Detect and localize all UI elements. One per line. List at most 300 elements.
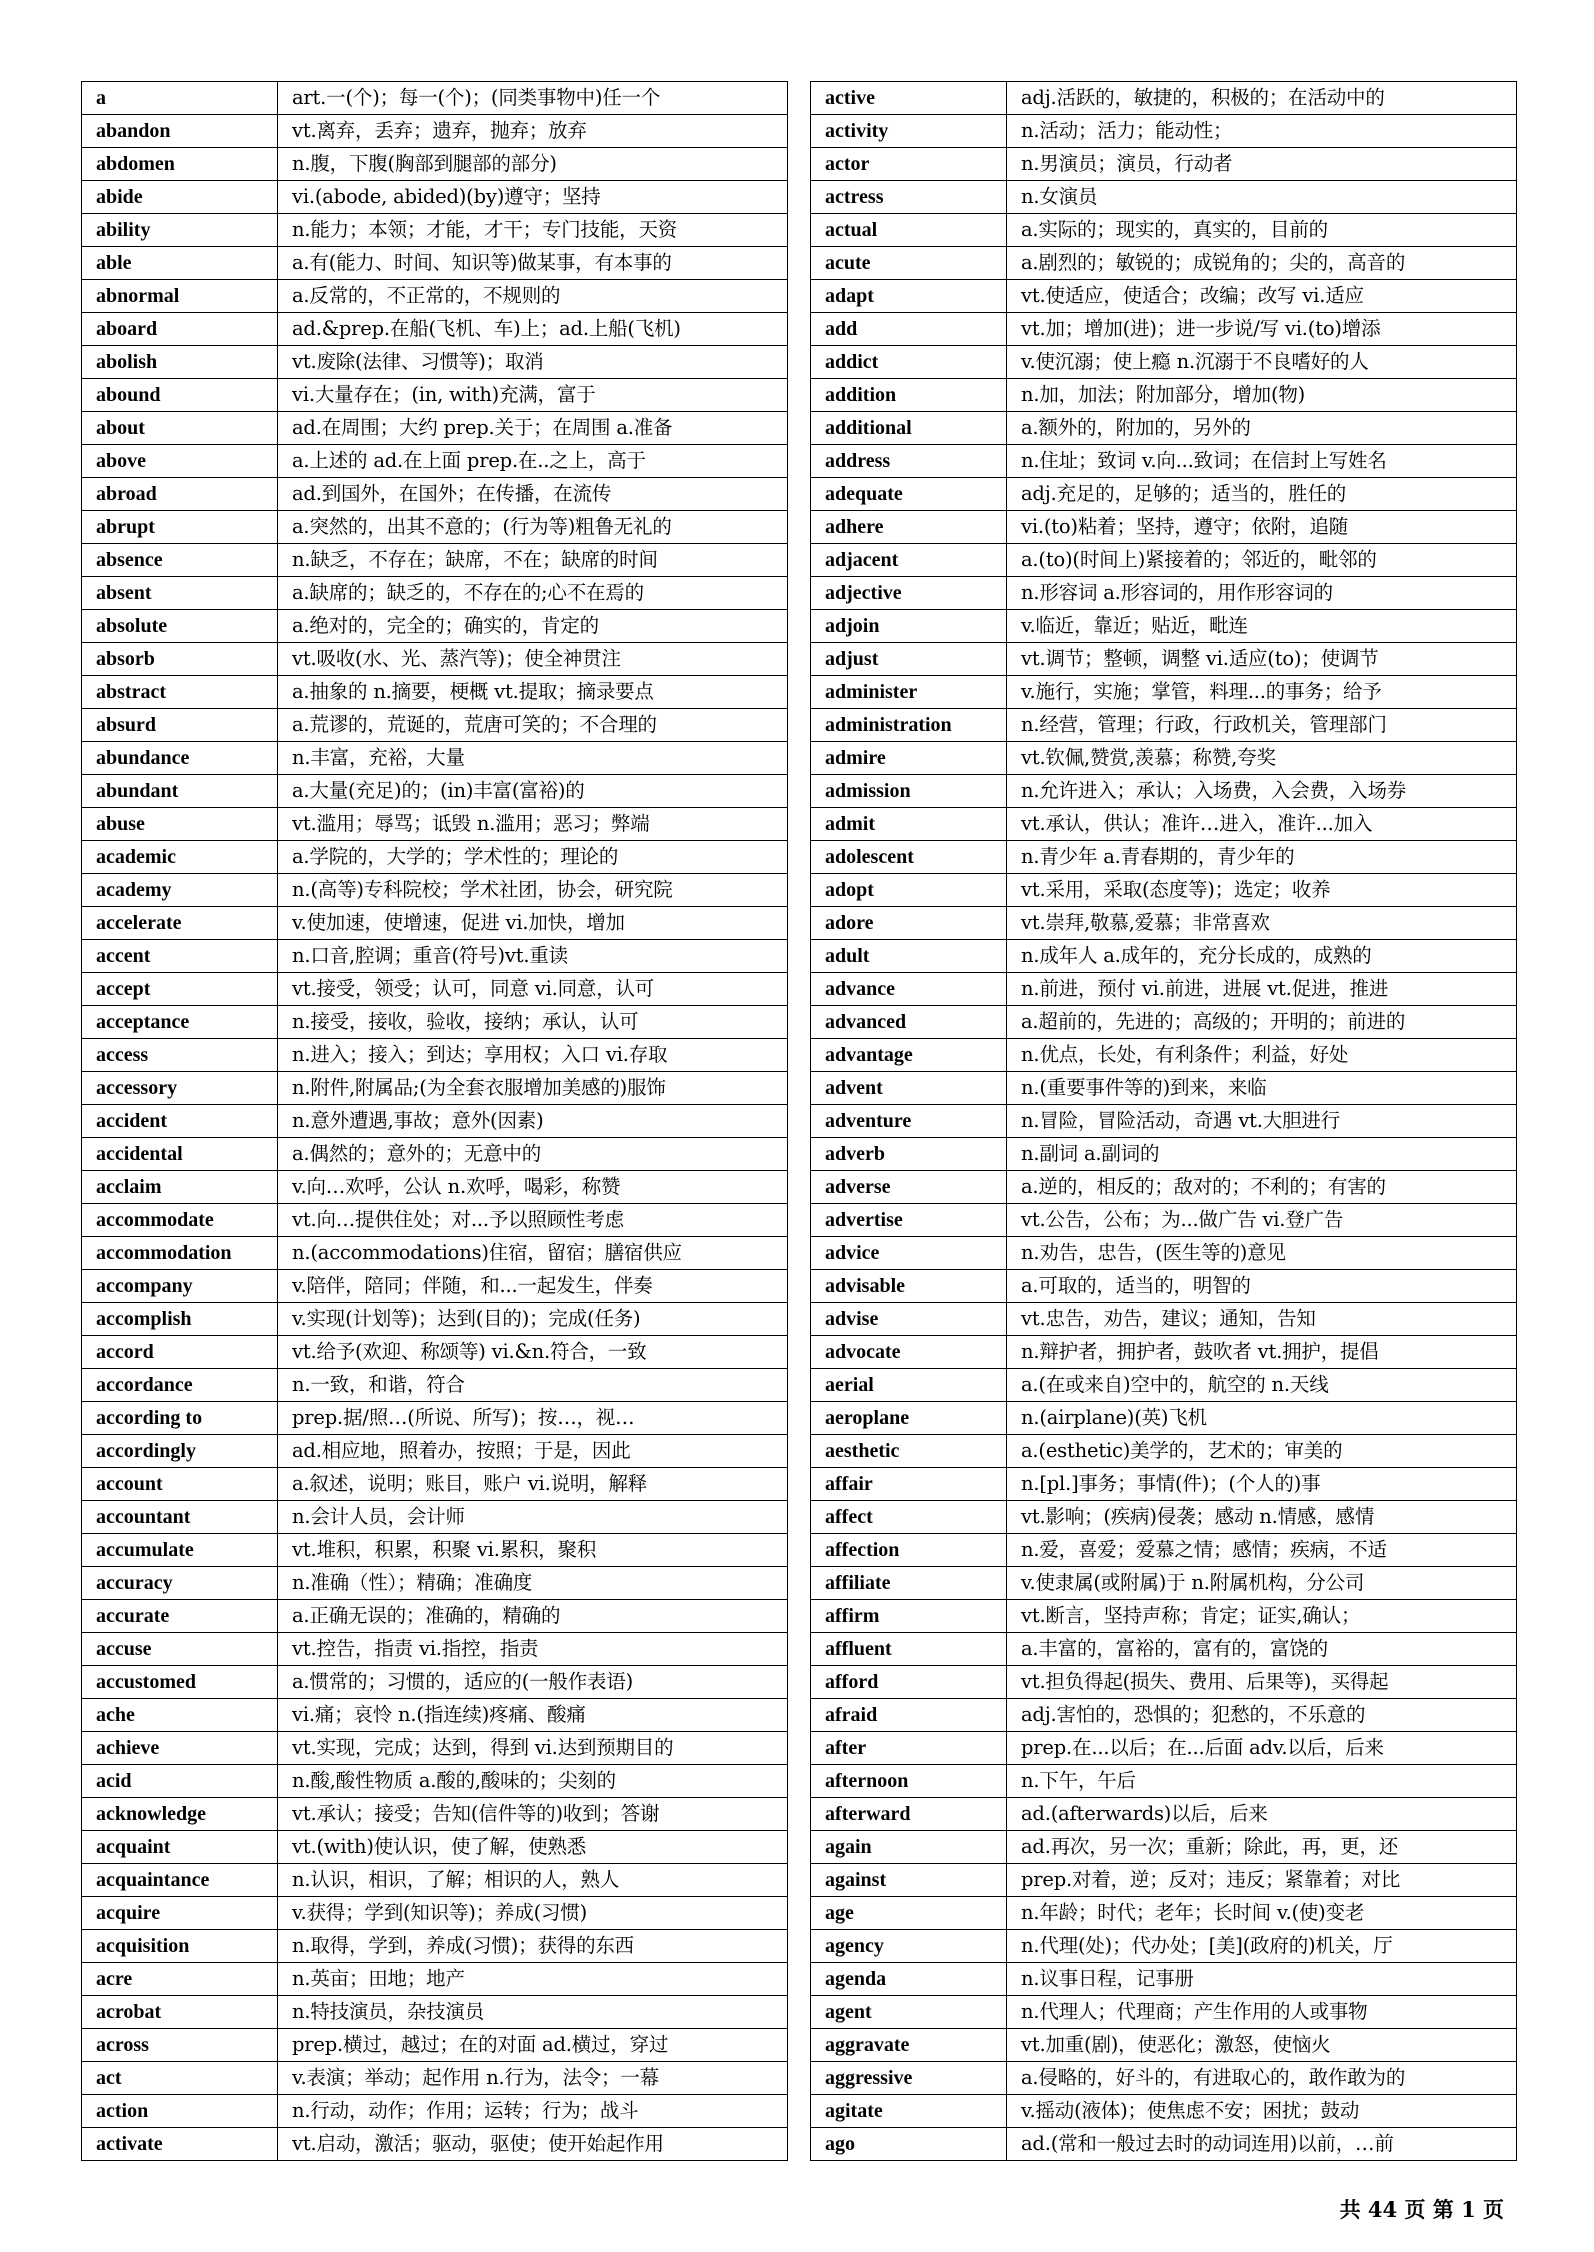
vocab-word: activity <box>811 115 1007 148</box>
vocab-row <box>811 544 1517 577</box>
vocab-row <box>811 775 1517 808</box>
vocab-word: above <box>82 445 278 478</box>
vocab-row <box>811 1006 1517 1039</box>
vocab-definition: n.酸,酸性物质 a.酸的,酸味的；尖刻的 <box>278 1765 788 1798</box>
vocab-word: adore <box>811 907 1007 940</box>
vocab-word: administer <box>811 676 1007 709</box>
vocab-row <box>82 82 788 115</box>
vocab-word: advocate <box>811 1336 1007 1369</box>
vocab-word: academy <box>82 874 278 907</box>
vocab-definition: a.超前的，先进的；高级的；开明的；前进的 <box>1007 1006 1517 1039</box>
vocab-word: abuse <box>82 808 278 841</box>
vocab-row <box>811 874 1517 907</box>
vocab-definition: vt.启动，激活；驱动，驱使；使开始起作用 <box>278 2128 788 2161</box>
vocab-definition: n.特技演员，杂技演员 <box>278 1996 788 2029</box>
vocab-definition: art.一(个)；每一(个)；(同类事物中)任一个 <box>278 82 788 115</box>
vocab-word: actor <box>811 148 1007 181</box>
vocab-definition: vt.给予(欢迎、称颂等) vi.&n.符合，一致 <box>278 1336 788 1369</box>
vocab-word: aggravate <box>811 2029 1007 2062</box>
vocab-row <box>82 610 788 643</box>
vocab-definition: a.抽象的 n.摘要，梗概 vt.提取；摘录要点 <box>278 676 788 709</box>
vocab-definition: a.侵略的，好斗的，有进取心的，敢作敢为的 <box>1007 2062 1517 2095</box>
vocab-definition: n.(airplane)(英)飞机 <box>1007 1402 1517 1435</box>
vocab-definition: prep.据/照…(所说、所写)；按…，视… <box>278 1402 788 1435</box>
vocab-row <box>82 940 788 973</box>
vocab-word: admission <box>811 775 1007 808</box>
vocab-definition: n.丰富，充裕，大量 <box>278 742 788 775</box>
vocab-definition: vt.调节；整顿，调整 vi.适应(to)；使调节 <box>1007 643 1517 676</box>
vocab-word: acceptance <box>82 1006 278 1039</box>
vocab-word: acquire <box>82 1897 278 1930</box>
vocab-definition: n.取得，学到，养成(习惯)；获得的东西 <box>278 1930 788 1963</box>
vocab-word: accompany <box>82 1270 278 1303</box>
vocab-definition: vt.实现，完成；达到，得到 vi.达到预期目的 <box>278 1732 788 1765</box>
vocab-definition: ad.(常和一般过去时的动词连用)以前，…前 <box>1007 2128 1517 2161</box>
vocab-row <box>82 412 788 445</box>
vocab-row <box>82 2095 788 2128</box>
vocab-word: accept <box>82 973 278 1006</box>
vocab-word: afraid <box>811 1699 1007 1732</box>
vocab-word: actress <box>811 181 1007 214</box>
vocab-row <box>811 247 1517 280</box>
vocab-row <box>82 379 788 412</box>
vocab-definition: n.形容词 a.形容词的，用作形容词的 <box>1007 577 1517 610</box>
vocab-row <box>811 1831 1517 1864</box>
vocab-word: accordance <box>82 1369 278 1402</box>
vocab-word: abound <box>82 379 278 412</box>
vocab-word: advanced <box>811 1006 1007 1039</box>
vocab-row <box>82 445 788 478</box>
vocab-word: across <box>82 2029 278 2062</box>
vocab-row <box>82 1468 788 1501</box>
vocab-row <box>811 1468 1517 1501</box>
vocab-row <box>82 907 788 940</box>
vocab-row <box>811 940 1517 973</box>
vocab-word: after <box>811 1732 1007 1765</box>
vocab-definition: n.成年人 a.成年的，充分长成的，成熟的 <box>1007 940 1517 973</box>
vocab-definition: ad.再次，另一次；重新；除此，再，更，还 <box>1007 1831 1517 1864</box>
vocab-definition: a.大量(充足)的；(in)丰富(富裕)的 <box>278 775 788 808</box>
vocab-definition: a.学院的，大学的；学术性的；理论的 <box>278 841 788 874</box>
vocab-word: activate <box>82 2128 278 2161</box>
vocab-row <box>82 973 788 1006</box>
vocab-row <box>811 1402 1517 1435</box>
vocab-row <box>82 2128 788 2161</box>
vocab-definition: adj.害怕的，恐惧的；犯愁的，不乐意的 <box>1007 1699 1517 1732</box>
vocab-row <box>811 313 1517 346</box>
vocab-word: abdomen <box>82 148 278 181</box>
vocab-row <box>82 1369 788 1402</box>
vocab-definition: vi.大量存在；(in, with)充满，富于 <box>278 379 788 412</box>
vocab-word: accountant <box>82 1501 278 1534</box>
vocab-definition: n.女演员 <box>1007 181 1517 214</box>
vocab-row <box>811 148 1517 181</box>
vocab-word: acre <box>82 1963 278 1996</box>
vocab-row <box>811 511 1517 544</box>
vocab-row <box>811 82 1517 115</box>
vocab-row <box>82 1963 788 1996</box>
vocab-row <box>82 148 788 181</box>
vocab-row <box>82 1699 788 1732</box>
vocab-definition: v.使沉溺；使上瘾 n.沉溺于不良嗜好的人 <box>1007 346 1517 379</box>
vocab-word: adhere <box>811 511 1007 544</box>
vocab-word: affair <box>811 1468 1007 1501</box>
vocab-definition: n.缺乏，不存在；缺席，不在；缺席的时间 <box>278 544 788 577</box>
vocab-definition: v.使加速，使增速，促进 vi.加快，增加 <box>278 907 788 940</box>
vocab-word: abrupt <box>82 511 278 544</box>
vocab-word: additional <box>811 412 1007 445</box>
vocab-word: aggressive <box>811 2062 1007 2095</box>
vocab-definition: ad.&prep.在船(飞机、车)上；ad.上船(飞机) <box>278 313 788 346</box>
vocab-word: adequate <box>811 478 1007 511</box>
vocab-word: acknowledge <box>82 1798 278 1831</box>
vocab-row <box>811 1699 1517 1732</box>
vocab-word: advent <box>811 1072 1007 1105</box>
vocab-word: address <box>811 445 1007 478</box>
vocab-definition: n.(重要事件等的)到来，来临 <box>1007 1072 1517 1105</box>
vocab-word: act <box>82 2062 278 2095</box>
vocab-row <box>811 1963 1517 1996</box>
vocab-definition: vt.使适应，使适合；改编；改写 vi.适应 <box>1007 280 1517 313</box>
vocab-word: ago <box>811 2128 1007 2161</box>
vocab-definition: v.向…欢呼，公认 n.欢呼，喝彩，称赞 <box>278 1171 788 1204</box>
vocab-definition: a.有(能力、时间、知识等)做某事，有本事的 <box>278 247 788 280</box>
vocab-definition: a.正确无误的；准确的，精确的 <box>278 1600 788 1633</box>
vocab-word: affirm <box>811 1600 1007 1633</box>
vocab-word: affection <box>811 1534 1007 1567</box>
vocab-definition: vt.断言，坚持声称；肯定；证实,确认； <box>1007 1600 1517 1633</box>
vocab-row <box>811 214 1517 247</box>
vocab-word: addict <box>811 346 1007 379</box>
vocab-word: advisable <box>811 1270 1007 1303</box>
vocab-row <box>811 1798 1517 1831</box>
vocab-word: actual <box>811 214 1007 247</box>
vocab-row <box>82 1897 788 1930</box>
vocab-word: admit <box>811 808 1007 841</box>
vocab-definition: a.(在或来自)空中的，航空的 n.天线 <box>1007 1369 1517 1402</box>
vocab-row <box>82 1864 788 1897</box>
vocab-word: advertise <box>811 1204 1007 1237</box>
vocab-word: against <box>811 1864 1007 1897</box>
vocab-definition: n.活动；活力；能动性； <box>1007 115 1517 148</box>
vocab-definition: a.上述的 ad.在上面 prep.在..之上，高于 <box>278 445 788 478</box>
vocab-definition: n.认识，相识，了解；相识的人，熟人 <box>278 1864 788 1897</box>
vocab-row <box>811 1666 1517 1699</box>
vocab-row <box>82 1171 788 1204</box>
vocab-word: abundant <box>82 775 278 808</box>
vocab-table-right <box>810 81 1517 2161</box>
vocab-word: access <box>82 1039 278 1072</box>
vocab-row <box>82 346 788 379</box>
vocab-word: again <box>811 1831 1007 1864</box>
vocab-definition: vi.(abode, abided)(by)遵守；坚持 <box>278 181 788 214</box>
vocab-word: accent <box>82 940 278 973</box>
vocab-row <box>82 1435 788 1468</box>
page-footer: 共 44 页 第 1 页 <box>1339 2197 1504 2222</box>
vocab-row <box>811 1105 1517 1138</box>
vocab-row <box>82 247 788 280</box>
vocab-definition: vt.向…提供住处；对...予以照顾性考虑 <box>278 1204 788 1237</box>
vocab-definition: a.实际的；现实的，真实的，目前的 <box>1007 214 1517 247</box>
vocab-word: adjacent <box>811 544 1007 577</box>
vocab-definition: n.口音,腔调；重音(符号)vt.重读 <box>278 940 788 973</box>
vocab-definition: n.爱，喜爱；爱慕之情；感情；疾病，不适 <box>1007 1534 1517 1567</box>
vocab-row <box>82 1600 788 1633</box>
vocab-word: agent <box>811 1996 1007 2029</box>
vocab-row <box>811 1435 1517 1468</box>
vocab-row <box>82 709 788 742</box>
vocab-word: admire <box>811 742 1007 775</box>
vocab-row <box>811 1930 1517 1963</box>
vocab-word: accumulate <box>82 1534 278 1567</box>
vocab-word: absurd <box>82 709 278 742</box>
vocab-word: accustomed <box>82 1666 278 1699</box>
vocab-word: adopt <box>811 874 1007 907</box>
vocab-word: affect <box>811 1501 1007 1534</box>
vocab-definition: n.(高等)专科院校；学术社团，协会，研究院 <box>278 874 788 907</box>
vocab-word: aboard <box>82 313 278 346</box>
vocab-word: adjust <box>811 643 1007 676</box>
vocab-word: accordingly <box>82 1435 278 1468</box>
vocab-row <box>82 1072 788 1105</box>
vocab-row <box>811 1270 1517 1303</box>
vocab-definition: n.议事日程，记事册 <box>1007 1963 1517 1996</box>
vocab-row <box>811 1732 1517 1765</box>
vocab-definition: a.(esthetic)美学的，艺术的；审美的 <box>1007 1435 1517 1468</box>
vocab-word: acclaim <box>82 1171 278 1204</box>
vocab-row <box>811 1765 1517 1798</box>
vocab-word: abandon <box>82 115 278 148</box>
vocab-definition: a.逆的，相反的；敌对的；不利的；有害的 <box>1007 1171 1517 1204</box>
vocab-word: action <box>82 2095 278 2128</box>
vocab-word: acquaintance <box>82 1864 278 1897</box>
vocab-word: affiliate <box>811 1567 1007 1600</box>
vocab-row <box>811 1897 1517 1930</box>
vocab-row <box>82 1270 788 1303</box>
vocab-definition: vt.加重(剧)，使恶化；激怒，使恼火 <box>1007 2029 1517 2062</box>
vocab-definition: n.住址；致词 v.向...致词；在信封上写姓名 <box>1007 445 1517 478</box>
vocab-definition: n.副词 a.副词的 <box>1007 1138 1517 1171</box>
vocab-word: accuracy <box>82 1567 278 1600</box>
vocab-row <box>811 676 1517 709</box>
vocab-definition: vt.加；增加(进)；进一步说/写 vi.(to)增添 <box>1007 313 1517 346</box>
vocab-row <box>82 1996 788 2029</box>
vocab-definition: vt.承认；接受；告知(信件等的)收到；答谢 <box>278 1798 788 1831</box>
vocab-word: administration <box>811 709 1007 742</box>
vocab-definition: prep.对着，逆；反对；违反；紧靠着；对比 <box>1007 1864 1517 1897</box>
vocab-definition: vt.接受，领受；认可，同意 vi.同意，认可 <box>278 973 788 1006</box>
vocab-definition: n.附件,附属品;(为全套衣服增加美感的)服饰 <box>278 1072 788 1105</box>
vocab-word: add <box>811 313 1007 346</box>
vocab-word: absent <box>82 577 278 610</box>
vocab-word: abolish <box>82 346 278 379</box>
vocab-row <box>811 280 1517 313</box>
vocab-word: advantage <box>811 1039 1007 1072</box>
vocab-row <box>811 1633 1517 1666</box>
vocab-definition: n.冒险，冒险活动，奇遇 vt.大胆进行 <box>1007 1105 1517 1138</box>
vocab-row <box>82 841 788 874</box>
vocab-word: acid <box>82 1765 278 1798</box>
vocab-word: acrobat <box>82 1996 278 2029</box>
vocab-definition: n.会计人员，会计师 <box>278 1501 788 1534</box>
vocab-row <box>811 1864 1517 1897</box>
vocab-row <box>811 1171 1517 1204</box>
vocab-word: absorb <box>82 643 278 676</box>
vocab-row <box>811 973 1517 1006</box>
vocab-definition: prep.在...以后；在...后面 adv.以后，后来 <box>1007 1732 1517 1765</box>
vocab-word: advise <box>811 1303 1007 1336</box>
vocab-word: adjoin <box>811 610 1007 643</box>
vocab-word: adverb <box>811 1138 1007 1171</box>
vocab-row <box>82 1204 788 1237</box>
vocab-row <box>811 2062 1517 2095</box>
vocab-word: accommodate <box>82 1204 278 1237</box>
vocab-word: ability <box>82 214 278 247</box>
vocab-word: adventure <box>811 1105 1007 1138</box>
vocab-row <box>811 445 1517 478</box>
vocab-row <box>811 808 1517 841</box>
vocab-definition: vi.(to)粘着；坚持，遵守；依附，追随 <box>1007 511 1517 544</box>
vocab-definition: n.加，加法；附加部分，增加(物) <box>1007 379 1517 412</box>
vocab-definition: n.辩护者，拥护者，鼓吹者 vt.拥护，提倡 <box>1007 1336 1517 1369</box>
vocab-row <box>811 1072 1517 1105</box>
vocab-word: abundance <box>82 742 278 775</box>
vocab-definition: a.(to)(时间上)紧接着的；邻近的，毗邻的 <box>1007 544 1517 577</box>
vocab-row <box>811 1039 1517 1072</box>
vocab-word: accessory <box>82 1072 278 1105</box>
vocab-row <box>811 115 1517 148</box>
vocab-row <box>811 2095 1517 2128</box>
vocab-word: abroad <box>82 478 278 511</box>
vocab-row <box>82 1336 788 1369</box>
vocab-row <box>82 1930 788 1963</box>
vocab-definition: n.腹，下腹(胸部到腿部的部分) <box>278 148 788 181</box>
vocab-row <box>82 1831 788 1864</box>
vocab-row <box>82 1237 788 1270</box>
vocab-definition: vt.离弃，丢弃；遗弃，抛弃；放弃 <box>278 115 788 148</box>
vocab-row <box>811 1567 1517 1600</box>
vocab-definition: vt.废除(法律、习惯等)；取消 <box>278 346 788 379</box>
vocab-row <box>811 610 1517 643</box>
vocab-row <box>82 1633 788 1666</box>
vocab-row <box>82 1534 788 1567</box>
vocab-row <box>811 1237 1517 1270</box>
vocab-word: affluent <box>811 1633 1007 1666</box>
vocab-definition: adj.充足的，足够的；适当的，胜任的 <box>1007 478 1517 511</box>
vocab-row <box>82 280 788 313</box>
vocab-word: agenda <box>811 1963 1007 1996</box>
vocab-definition: vt.影响；(疾病)侵袭；感动 n.情感，感情 <box>1007 1501 1517 1534</box>
vocab-word: abide <box>82 181 278 214</box>
vocab-definition: ad.相应地，照着办，按照；于是，因此 <box>278 1435 788 1468</box>
vocab-word: abnormal <box>82 280 278 313</box>
vocab-row <box>82 115 788 148</box>
vocab-word: acquaint <box>82 1831 278 1864</box>
vocab-row <box>811 1369 1517 1402</box>
vocab-definition: n.行动，动作；作用；运转；行为；战斗 <box>278 2095 788 2128</box>
vocab-definition: a.剧烈的；敏锐的；成锐角的；尖的，高音的 <box>1007 247 1517 280</box>
vocab-definition: n.代理人；代理商；产生作用的人或事物 <box>1007 1996 1517 2029</box>
vocab-word: accidental <box>82 1138 278 1171</box>
vocab-word: agitate <box>811 2095 1007 2128</box>
vocab-definition: v.表演；举动；起作用 n.行为，法令；一幕 <box>278 2062 788 2095</box>
vocab-word: aerial <box>811 1369 1007 1402</box>
vocab-row <box>82 1501 788 1534</box>
vocab-row <box>82 1402 788 1435</box>
vocab-row <box>811 1534 1517 1567</box>
vocab-definition: ad.在周围；大约 prep.关于；在周围 a.准备 <box>278 412 788 445</box>
vocab-word: accelerate <box>82 907 278 940</box>
vocab-definition: n.进入；接入；到达；享用权；入口 vi.存取 <box>278 1039 788 1072</box>
vocab-definition: vt.承认，供认；准许…进入，准许...加入 <box>1007 808 1517 841</box>
vocab-word: accommodation <box>82 1237 278 1270</box>
vocab-definition: a.荒谬的，荒诞的，荒唐可笑的；不合理的 <box>278 709 788 742</box>
vocab-definition: vt.控告，指责 vi.指控，指责 <box>278 1633 788 1666</box>
vocab-row <box>811 907 1517 940</box>
vocab-definition: vt.公告，公布；为...做广告 vi.登广告 <box>1007 1204 1517 1237</box>
vocab-row <box>82 2029 788 2062</box>
vocab-word: agency <box>811 1930 1007 1963</box>
vocab-row <box>82 643 788 676</box>
vocab-row <box>82 1303 788 1336</box>
vocab-word: active <box>811 82 1007 115</box>
vocab-definition: a.丰富的，富裕的，富有的，富饶的 <box>1007 1633 1517 1666</box>
vocab-definition: vi.痛；哀怜 n.(指连续)疼痛、酸痛 <box>278 1699 788 1732</box>
vocab-definition: n.(accommodations)住宿，留宿；膳宿供应 <box>278 1237 788 1270</box>
vocab-row <box>811 841 1517 874</box>
vocab-definition: vt.担负得起(损失、费用、后果等)，买得起 <box>1007 1666 1517 1699</box>
vocab-word: achieve <box>82 1732 278 1765</box>
vocab-definition: v.临近，靠近；贴近，毗连 <box>1007 610 1517 643</box>
vocab-row <box>82 2062 788 2095</box>
vocab-definition: n.允许进入；承认；入场费，入会费，入场券 <box>1007 775 1517 808</box>
vocab-row <box>811 478 1517 511</box>
vocab-definition: ad.到国外，在国外；在传播，在流传 <box>278 478 788 511</box>
vocab-word: aeroplane <box>811 1402 1007 1435</box>
vocab-definition: a.惯常的；习惯的，适应的(一般作表语) <box>278 1666 788 1699</box>
vocab-row <box>82 874 788 907</box>
vocab-word: academic <box>82 841 278 874</box>
vocab-word: advice <box>811 1237 1007 1270</box>
vocab-definition: n.经营，管理；行政，行政机关，管理部门 <box>1007 709 1517 742</box>
vocab-row <box>811 346 1517 379</box>
vocab-row <box>82 742 788 775</box>
vocab-definition: adj.活跃的，敏捷的，积极的；在活动中的 <box>1007 82 1517 115</box>
vocab-row <box>82 1039 788 1072</box>
vocab-definition: v.摇动(液体)；使焦虑不安；困扰；鼓动 <box>1007 2095 1517 2128</box>
vocab-definition: vt.崇拜,敬慕,爱慕；非常喜欢 <box>1007 907 1517 940</box>
vocab-definition: a.绝对的，完全的；确实的，肯定的 <box>278 610 788 643</box>
vocab-row <box>811 1501 1517 1534</box>
vocab-definition: vt.采用，采取(态度等)；选定；收养 <box>1007 874 1517 907</box>
vocab-word: accord <box>82 1336 278 1369</box>
vocab-word: a <box>82 82 278 115</box>
vocab-word: age <box>811 1897 1007 1930</box>
vocab-definition: n.年龄；时代；老年；长时间 v.(使)变老 <box>1007 1897 1517 1930</box>
vocab-definition: vt.忠告，劝告，建议；通知，告知 <box>1007 1303 1517 1336</box>
vocab-word: accomplish <box>82 1303 278 1336</box>
vocab-row <box>811 2029 1517 2062</box>
vocab-definition: vt.吸收(水、光、蒸汽等)；使全神贯注 <box>278 643 788 676</box>
vocab-definition: a.缺席的；缺乏的，不存在的;心不在焉的 <box>278 577 788 610</box>
vocab-definition: n.接受，接收，验收，接纳；承认，认可 <box>278 1006 788 1039</box>
vocab-row <box>82 544 788 577</box>
vocab-row <box>82 1138 788 1171</box>
vocab-table-left <box>81 81 788 2161</box>
vocab-row <box>811 643 1517 676</box>
vocab-definition: v.实现(计划等)；达到(目的)；完成(任务) <box>278 1303 788 1336</box>
vocab-word: absolute <box>82 610 278 643</box>
